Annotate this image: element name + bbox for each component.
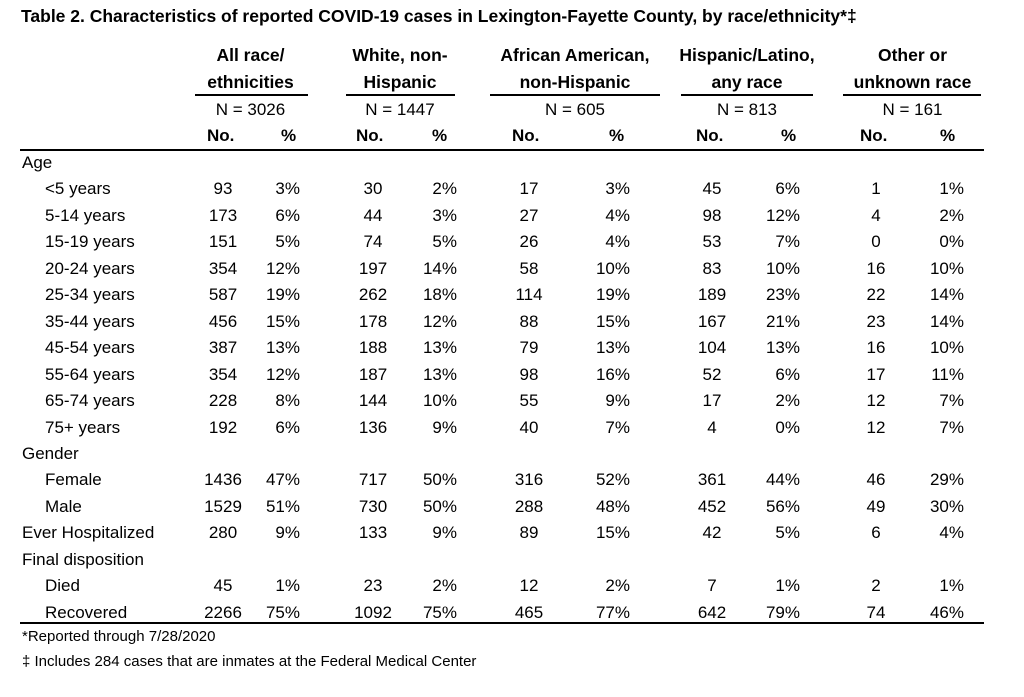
cell-percent: 30% bbox=[929, 496, 964, 516]
cell-percent: 16% bbox=[595, 364, 630, 384]
cell-percent: 13% bbox=[765, 338, 800, 358]
row-label: Final disposition bbox=[22, 549, 144, 569]
cell-count: 58 bbox=[519, 258, 539, 278]
cell-percent: 50% bbox=[422, 470, 457, 490]
cell-count: 133 bbox=[358, 523, 388, 543]
cell-count: 12 bbox=[866, 391, 886, 411]
table-row bbox=[0, 229, 1024, 256]
cell-count: 354 bbox=[208, 364, 238, 384]
cell-percent: 0% bbox=[939, 232, 964, 252]
section-row bbox=[0, 441, 1024, 468]
col-header-pct: % bbox=[940, 126, 956, 145]
cell-count: 98 bbox=[519, 364, 539, 384]
cell-count: 730 bbox=[358, 496, 388, 516]
group-header-white bbox=[340, 42, 460, 96]
cell-count: 104 bbox=[697, 338, 727, 358]
cell-count: 173 bbox=[208, 205, 238, 225]
cell-count: 262 bbox=[358, 285, 388, 305]
cell-percent: 13% bbox=[422, 364, 457, 384]
group-header-other bbox=[840, 42, 985, 96]
cell-percent: 13% bbox=[265, 338, 300, 358]
table-row bbox=[0, 203, 1024, 230]
row-label: 25-34 years bbox=[45, 285, 135, 305]
cell-percent: 10% bbox=[929, 338, 964, 358]
cell-percent: 12% bbox=[765, 205, 800, 225]
group-header-line1: Hispanic/Latino, bbox=[679, 45, 815, 65]
cell-count: 89 bbox=[519, 523, 539, 543]
cell-count: 2 bbox=[871, 576, 881, 596]
cell-count: 74 bbox=[363, 232, 383, 252]
cell-percent: 7% bbox=[605, 417, 630, 437]
cell-percent: 2% bbox=[939, 205, 964, 225]
cell-count: 2266 bbox=[204, 602, 242, 622]
cell-percent: 2% bbox=[432, 179, 457, 199]
table-row bbox=[0, 520, 1024, 547]
cell-count: 1529 bbox=[204, 496, 242, 516]
cell-percent: 14% bbox=[422, 258, 457, 278]
col-header-pct: % bbox=[432, 126, 448, 145]
cell-percent: 9% bbox=[605, 391, 630, 411]
cell-percent: 46% bbox=[929, 602, 964, 622]
cell-percent: 15% bbox=[595, 311, 630, 331]
footnote: ‡ Includes 284 cases that are inmates at the Federal Medical Center bbox=[22, 653, 477, 670]
cell-percent: 75% bbox=[422, 602, 457, 622]
group-header-line1: All race/ bbox=[216, 45, 285, 65]
group-header-line1: Other or bbox=[877, 45, 948, 65]
row-label: 35-44 years bbox=[45, 311, 135, 331]
cell-percent: 3% bbox=[275, 179, 300, 199]
cell-count: 45 bbox=[702, 179, 722, 199]
cell-count: 17 bbox=[866, 364, 886, 384]
cell-count: 187 bbox=[358, 364, 388, 384]
row-label: Died bbox=[45, 576, 80, 596]
cell-count: 144 bbox=[358, 391, 388, 411]
cell-percent: 13% bbox=[422, 338, 457, 358]
cell-count: 27 bbox=[519, 205, 539, 225]
cell-percent: 3% bbox=[605, 179, 630, 199]
cell-count: 1 bbox=[871, 179, 881, 199]
cell-percent: 19% bbox=[595, 285, 630, 305]
cell-percent: 10% bbox=[765, 258, 800, 278]
cell-count: 44 bbox=[363, 205, 383, 225]
row-label: Recovered bbox=[45, 602, 128, 622]
cell-count: 361 bbox=[697, 470, 727, 490]
cell-count: 189 bbox=[697, 285, 727, 305]
group-underline bbox=[843, 94, 981, 96]
group-underline bbox=[681, 94, 813, 96]
cell-count: 42 bbox=[702, 523, 722, 543]
col-header-no: No. bbox=[512, 126, 540, 145]
cell-percent: 14% bbox=[929, 285, 964, 305]
cell-percent: 12% bbox=[265, 258, 300, 278]
table-row bbox=[0, 494, 1024, 521]
cell-count: 45 bbox=[213, 576, 233, 596]
col-header-no: No. bbox=[207, 126, 235, 145]
cell-count: 288 bbox=[514, 496, 544, 516]
table-row bbox=[0, 573, 1024, 600]
cell-count: 79 bbox=[519, 338, 539, 358]
footnote: *Reported through 7/28/2020 bbox=[22, 628, 216, 645]
cell-percent: 19% bbox=[265, 285, 300, 305]
cell-percent: 5% bbox=[275, 232, 300, 252]
col-header-pct: % bbox=[781, 126, 797, 145]
col-header-no: No. bbox=[860, 126, 888, 145]
cell-percent: 1% bbox=[939, 179, 964, 199]
cell-percent: 7% bbox=[939, 417, 964, 437]
cell-count: 52 bbox=[702, 364, 722, 384]
cell-percent: 1% bbox=[775, 576, 800, 596]
table-row bbox=[0, 362, 1024, 389]
table-row bbox=[0, 467, 1024, 494]
table-row bbox=[0, 282, 1024, 309]
cell-count: 197 bbox=[358, 258, 388, 278]
cell-count: 40 bbox=[519, 417, 539, 437]
cell-percent: 4% bbox=[939, 523, 964, 543]
cell-count: 6 bbox=[871, 523, 881, 543]
cell-count: 642 bbox=[697, 602, 727, 622]
cell-percent: 11% bbox=[931, 364, 964, 384]
cell-percent: 10% bbox=[595, 258, 630, 278]
row-label: 20-24 years bbox=[45, 258, 135, 278]
cell-count: 1092 bbox=[354, 602, 392, 622]
cell-percent: 8% bbox=[275, 391, 300, 411]
cell-percent: 14% bbox=[929, 311, 964, 331]
group-header-line1: African American, bbox=[500, 45, 650, 65]
row-label: 75+ years bbox=[45, 417, 121, 437]
row-label: Ever Hospitalized bbox=[22, 523, 155, 543]
group-header-line2: any race bbox=[711, 72, 783, 92]
cell-count: 456 bbox=[208, 311, 238, 331]
group-header-all bbox=[188, 42, 313, 96]
cell-percent: 47% bbox=[265, 470, 300, 490]
cell-percent: 21% bbox=[765, 311, 800, 331]
cell-count: 354 bbox=[208, 258, 238, 278]
row-label: <5 years bbox=[45, 179, 111, 199]
cell-percent: 2% bbox=[432, 576, 457, 596]
cell-percent: 10% bbox=[929, 258, 964, 278]
cell-percent: 4% bbox=[605, 232, 630, 252]
cell-count: 114 bbox=[515, 285, 543, 305]
group-n: N = 1447 bbox=[365, 100, 435, 119]
cell-count: 0 bbox=[871, 232, 881, 252]
cell-percent: 48% bbox=[595, 496, 630, 516]
group-header-line2: unknown race bbox=[853, 72, 972, 92]
row-label: Age bbox=[22, 153, 53, 172]
cell-percent: 52% bbox=[595, 470, 630, 490]
cell-percent: 4% bbox=[605, 205, 630, 225]
section-row bbox=[0, 547, 1024, 574]
table-row bbox=[0, 309, 1024, 336]
section-row bbox=[0, 150, 1024, 177]
cell-percent: 23% bbox=[765, 285, 800, 305]
cell-percent: 10% bbox=[422, 391, 457, 411]
cell-percent: 12% bbox=[265, 364, 300, 384]
cell-count: 16 bbox=[866, 258, 886, 278]
group-header-line2: non-Hispanic bbox=[519, 72, 631, 92]
table-title: Table 2. Characteristics of reported COVID-19 cases in Lexington-Fayette County, by race/ethnicity*‡ bbox=[21, 6, 857, 26]
group-n: N = 161 bbox=[882, 100, 943, 119]
row-label: Gender bbox=[22, 443, 79, 463]
cell-count: 12 bbox=[866, 417, 886, 437]
cell-percent: 0% bbox=[775, 417, 800, 437]
cell-count: 26 bbox=[519, 232, 539, 252]
cell-percent: 5% bbox=[775, 523, 800, 543]
group-header-line1: White, non- bbox=[352, 45, 448, 65]
cell-count: 136 bbox=[358, 417, 388, 437]
bottom-rule bbox=[20, 622, 984, 624]
cell-count: 12 bbox=[519, 576, 539, 596]
cell-count: 49 bbox=[866, 496, 886, 516]
cell-percent: 9% bbox=[432, 523, 457, 543]
row-label: 5-14 years bbox=[45, 205, 126, 225]
group-n: N = 3026 bbox=[215, 100, 286, 119]
cell-percent: 51% bbox=[265, 496, 300, 516]
row-label: 55-64 years bbox=[45, 364, 135, 384]
cell-percent: 3% bbox=[432, 205, 457, 225]
group-header-line2: Hispanic bbox=[363, 72, 437, 92]
cell-count: 93 bbox=[213, 179, 233, 199]
cell-count: 83 bbox=[702, 258, 722, 278]
row-label: 45-54 years bbox=[45, 338, 135, 358]
cell-percent: 9% bbox=[275, 523, 300, 543]
cell-count: 55 bbox=[519, 391, 539, 411]
cell-count: 4 bbox=[871, 205, 881, 225]
group-n: N = 605 bbox=[544, 100, 605, 119]
cell-percent: 6% bbox=[775, 364, 800, 384]
cell-percent: 1% bbox=[939, 576, 964, 596]
cell-percent: 56% bbox=[765, 496, 800, 516]
cell-count: 717 bbox=[358, 470, 388, 490]
cell-count: 228 bbox=[208, 391, 238, 411]
row-label: Male bbox=[45, 496, 82, 516]
cell-count: 22 bbox=[866, 285, 886, 305]
cell-count: 7 bbox=[707, 576, 717, 596]
cell-count: 188 bbox=[358, 338, 388, 358]
cell-percent: 12% bbox=[422, 311, 457, 331]
cell-count: 88 bbox=[519, 311, 539, 331]
cell-count: 1436 bbox=[204, 470, 242, 490]
table-row bbox=[0, 415, 1024, 442]
cell-count: 280 bbox=[208, 523, 238, 543]
cell-percent: 6% bbox=[275, 417, 300, 437]
cell-count: 587 bbox=[208, 285, 238, 305]
cell-percent: 77% bbox=[595, 602, 630, 622]
cell-count: 16 bbox=[866, 338, 886, 358]
group-underline bbox=[346, 94, 455, 96]
cell-percent: 6% bbox=[275, 205, 300, 225]
cell-count: 465 bbox=[514, 602, 544, 622]
col-header-pct: % bbox=[609, 126, 625, 145]
cell-percent: 44% bbox=[765, 470, 800, 490]
table-row bbox=[0, 176, 1024, 203]
cell-percent: 79% bbox=[765, 602, 800, 622]
cell-percent: 15% bbox=[265, 311, 300, 331]
cell-count: 4 bbox=[707, 417, 717, 437]
cell-count: 46 bbox=[866, 470, 886, 490]
cell-percent: 1% bbox=[275, 576, 300, 596]
cell-percent: 7% bbox=[775, 232, 800, 252]
cell-count: 23 bbox=[866, 311, 886, 331]
cell-count: 17 bbox=[702, 391, 722, 411]
cell-percent: 29% bbox=[929, 470, 964, 490]
group-header-african-american bbox=[485, 42, 665, 96]
cell-percent: 13% bbox=[595, 338, 630, 358]
cell-percent: 9% bbox=[432, 417, 457, 437]
cell-count: 178 bbox=[358, 311, 388, 331]
cell-count: 192 bbox=[208, 417, 238, 437]
cell-percent: 5% bbox=[432, 232, 457, 252]
cell-count: 151 bbox=[208, 232, 238, 252]
group-header-line2: ethnicities bbox=[207, 72, 294, 92]
row-label: 15-19 years bbox=[45, 232, 135, 252]
table-row bbox=[0, 335, 1024, 362]
cell-count: 53 bbox=[702, 232, 722, 252]
group-underline bbox=[195, 94, 308, 96]
cell-count: 387 bbox=[208, 338, 238, 358]
cell-count: 23 bbox=[363, 576, 383, 596]
cell-count: 98 bbox=[702, 205, 722, 225]
cell-percent: 2% bbox=[605, 576, 630, 596]
cell-count: 167 bbox=[697, 311, 727, 331]
cell-count: 74 bbox=[866, 602, 886, 622]
cell-percent: 7% bbox=[939, 391, 964, 411]
cell-percent: 15% bbox=[595, 523, 630, 543]
cell-percent: 18% bbox=[422, 285, 457, 305]
col-header-pct: % bbox=[281, 126, 297, 145]
col-header-no: No. bbox=[356, 126, 384, 145]
table-row bbox=[0, 256, 1024, 283]
cell-count: 17 bbox=[519, 179, 539, 199]
cell-percent: 50% bbox=[422, 496, 457, 516]
group-header-hispanic bbox=[672, 42, 822, 96]
cell-percent: 6% bbox=[775, 179, 800, 199]
cell-count: 316 bbox=[514, 470, 544, 490]
table-row bbox=[0, 388, 1024, 415]
cell-percent: 2% bbox=[775, 391, 800, 411]
row-label: Female bbox=[45, 470, 102, 490]
group-underline bbox=[490, 94, 660, 96]
group-n: N = 813 bbox=[716, 100, 777, 119]
col-header-no: No. bbox=[696, 126, 724, 145]
row-label: 65-74 years bbox=[45, 391, 135, 411]
cell-count: 452 bbox=[697, 496, 727, 516]
cell-count: 30 bbox=[363, 179, 383, 199]
cell-percent: 75% bbox=[265, 602, 300, 622]
